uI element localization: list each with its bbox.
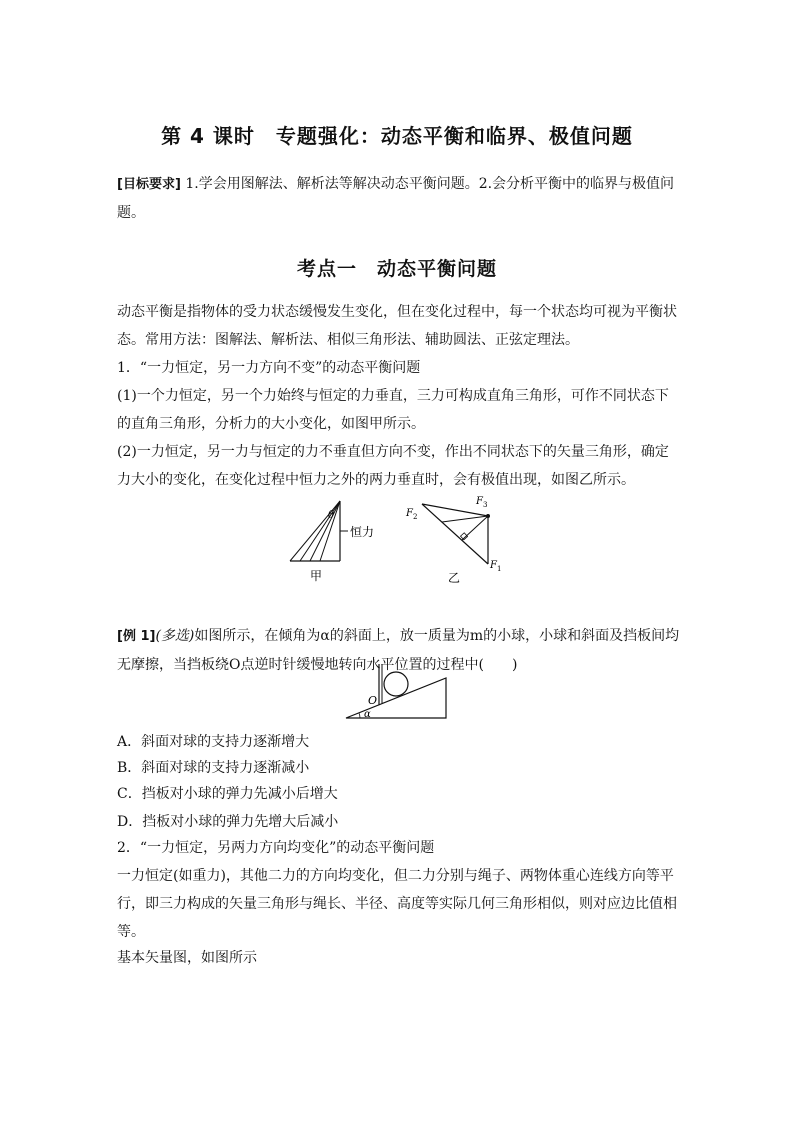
jia-angle-label: θ: [328, 510, 335, 521]
page-title: 第 4 课时 专题强化：动态平衡和临界、极值问题: [161, 124, 633, 148]
subsection-1-point-1: (1)一个力恒定，另一个力始终与恒定的力垂直，三力可构成直角三角形，可作不同状态下的直角三角形，分析力的大小变化，如图甲所示。: [117, 388, 669, 432]
ball: [384, 672, 408, 696]
subsection-2-paragraph: 一力恒定(如重力)，其他二力的方向均变化，但二力分别与绳子、两物体重心连线方向等平行，即三力构成的矢量三角形与绳长、半径、高度等实际几何三角形相似，则对应边比值相等。: [117, 868, 677, 940]
figure-yi: [402, 490, 512, 586]
o-label: O: [368, 694, 378, 707]
subsection-1-title: 1．“一力恒定，另一力方向不变”的动态平衡问题: [117, 360, 421, 376]
jia-caption: 甲: [310, 569, 323, 582]
yi-f3-label: $F_3$: [476, 496, 488, 509]
option-a: A．斜面对球的支持力逐渐增大: [117, 734, 310, 750]
yi-caption: 乙: [448, 571, 461, 585]
example-mark: (多选): [155, 628, 195, 644]
yi-f2-f1: [422, 504, 488, 564]
example-text: 如图所示，在倾角为α的斜面上，放一质量为m的小球，小球和斜面及挡板间均无摩擦，当挡板绕O点逆时针缓慢地转向水平位置的过程中( ): [117, 628, 680, 673]
example-tag: [例 1]: [117, 629, 156, 644]
alpha-label: α: [364, 709, 371, 720]
figure-incline: [342, 660, 452, 722]
yi-vertex-dot: [486, 514, 490, 518]
option-b: B．斜面对球的支持力逐渐减小: [117, 760, 310, 776]
yi-perpendicular: [462, 516, 488, 540]
incline-body: [346, 678, 446, 718]
goal-tag: [目标要求]: [117, 177, 181, 192]
yi-f1-label: $F_1$: [490, 560, 502, 573]
yi-f2-label: $F_2$: [406, 508, 418, 521]
subsection-1-point-2: (2)一力恒定，另一力与恒定的力不垂直但方向不变，作出不同状态下的矢量三角形，确定力大小的变化，在变化过程中恒力之外的两力垂直时，会有极值出现，如图乙所示。: [117, 444, 669, 488]
option-d: D．挡板对小球的弹力先增大后减小: [117, 814, 339, 830]
alpha-arc: [359, 713, 360, 718]
jia-force-label: 恒力: [350, 525, 375, 539]
subsection-2-title: 2．“一力恒定，另两力方向均变化”的动态平衡问题: [117, 840, 435, 856]
subsection-2-figure-intro: 基本矢量图，如图所示: [117, 950, 257, 966]
learning-goals: [117, 170, 682, 227]
option-c: C．挡板对小球的弹力先减小后增大: [117, 786, 338, 802]
intro-paragraph: 动态平衡是指物体的受力状态缓慢发生变化，但在变化过程中，每一个状态均可视为平衡状态。常用方法：图解法、解析法、相似三角形法、辅助圆法、正弦定理法。: [117, 304, 677, 348]
section-heading: 考点一 动态平衡问题: [296, 258, 497, 280]
yi-line-a: [442, 516, 488, 522]
goal-text: 1.学会用图解法、解析法等解决动态平衡问题。2.会分析平衡中的临界与极值问题。: [117, 176, 675, 221]
figure-jia: [280, 496, 390, 582]
